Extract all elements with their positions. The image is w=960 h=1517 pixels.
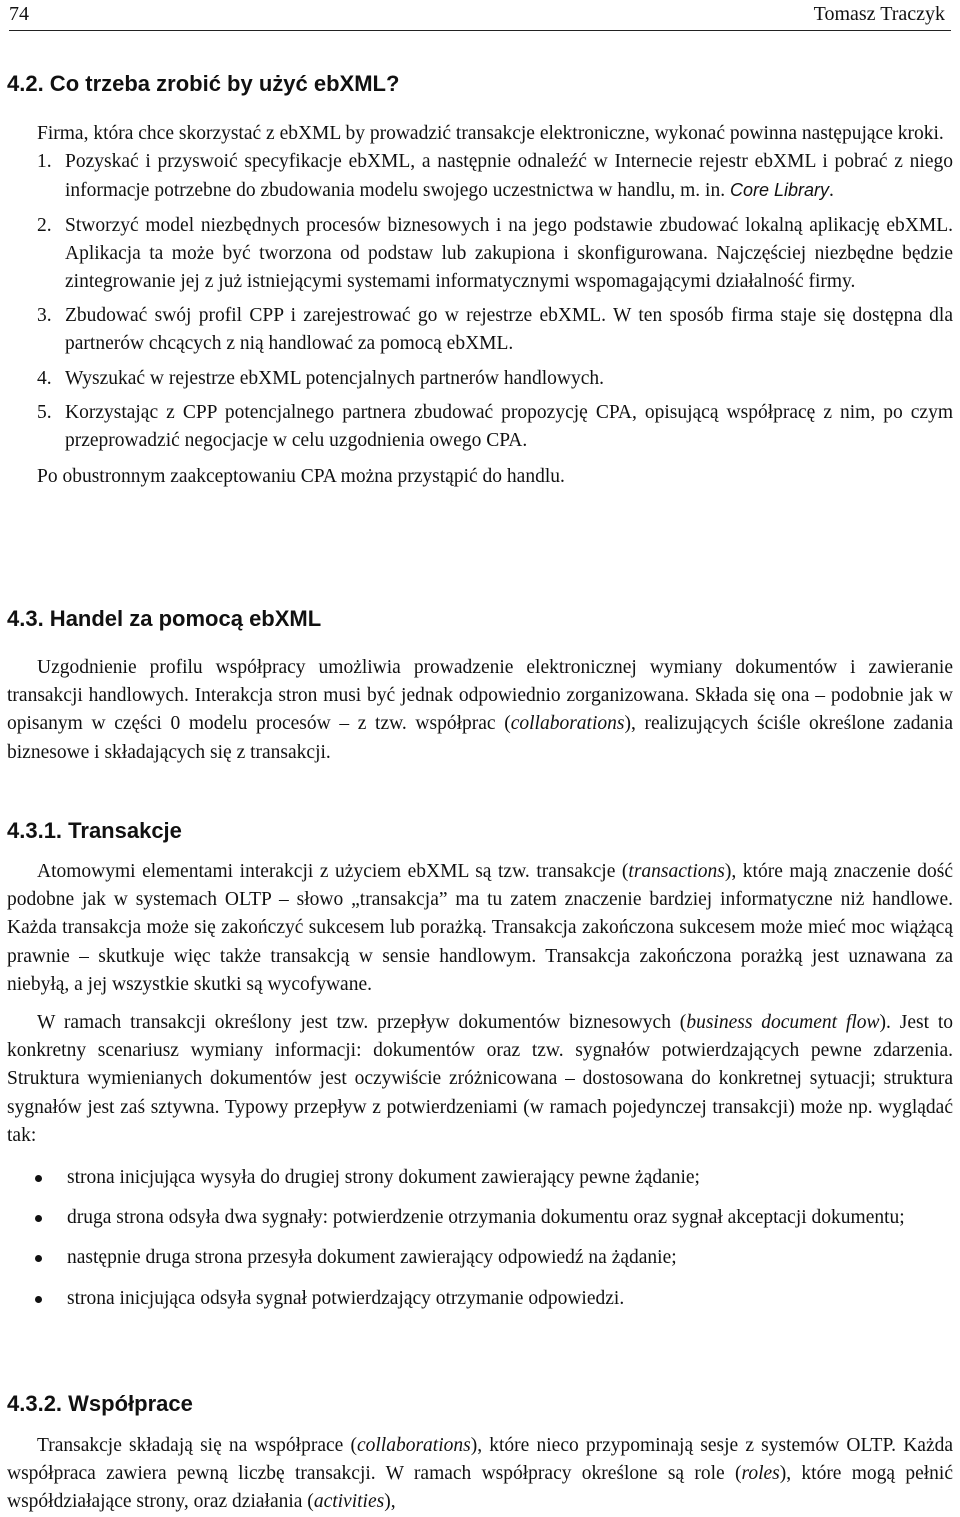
list-item bbox=[7, 302, 953, 358]
text-run: W ramach transakcji określony jest tzw. przepływ dokumentów biznesowych ( bbox=[37, 1012, 687, 1034]
text-run: ), które mogą pełnić współdziałające strony, oraz działania ( bbox=[7, 1463, 953, 1513]
text-run: ), realizujących ściśle określone zadania biznesowe i składających się z transakcji. bbox=[7, 713, 953, 763]
running-author: Tomasz Traczyk bbox=[813, 3, 945, 25]
intro-paragraph: Firma, która chce skorzystać z ebXML by prowadzić transakcje elektroniczne, wykonać powinna następujące kroki. bbox=[37, 123, 944, 144]
list-item bbox=[7, 1204, 953, 1232]
step-text: Wyszukać w rejestrze ebXML potencjalnych partnerów handlowych. bbox=[65, 367, 605, 389]
list-item bbox=[7, 212, 953, 297]
list-item bbox=[7, 1244, 953, 1272]
list-item bbox=[7, 1164, 953, 1192]
bullet-text: strona inicjująca wysyła do drugiej strony dokument zawierający pewne żądanie; bbox=[67, 1167, 700, 1189]
step-tail: . bbox=[829, 180, 834, 202]
bullet-icon bbox=[35, 1255, 42, 1262]
paragraph bbox=[7, 858, 953, 999]
text-run: ). Jest to konkretny scenariusz wymiany informacji: dokumentów oraz tzw. sygnałów potwierdzających pewne zdarzenia. Struktura wymienianych dokumentów jest oczywiście zróżnicowana – dostosowana do konkretnej sytuacji; struktura sygnałów jest zaś sztywna. Typowy przepływ z potwierdzeniami (w ramach pojedynczej transakcji) może np. wyglądać tak: bbox=[7, 1012, 954, 1146]
text-run: ), które mają znaczenie dość podobne jak w systemach OLTP – słowo „transakcja” ma tu zatem znaczenie bardziej informatyczne niż handlowe. Każda transakcja może się zakończyć sukcesem lub porażką. Transakcja zakończona sukcesem może mieć moc wiążącą prawnie – skutkuje więc także transakcją w sensie handlowym. Transakcja zakończona porażką jest uznawana za niebyłą, a jej wszystkie skutki są wycofywane. bbox=[7, 861, 953, 995]
page-number: 74 bbox=[9, 3, 29, 25]
text-run: Atomowymi elementami interakcji z użyciem ebXML są tzw. transakcje ( bbox=[37, 861, 629, 882]
bullet-text: druga strona odsyła dwa sygnały: potwierdzenie otrzymania dokumentu oraz sygnał akceptacji dokumentu; bbox=[67, 1207, 905, 1229]
text-run: ), bbox=[384, 1491, 396, 1513]
bullet-text: następnie druga strona przesyła dokument zawierający odpowiedź na żądanie; bbox=[67, 1247, 677, 1269]
heading-4-3: 4.3. Handel za pomocą ebXML bbox=[7, 606, 322, 631]
bullet-icon bbox=[35, 1175, 42, 1182]
bullet-icon bbox=[35, 1215, 42, 1222]
running-header bbox=[9, 0, 951, 31]
italic-term: activities bbox=[313, 1491, 385, 1513]
step-text: Pozyskać i przyswoić specyfikacje ebXML, a następnie odnaleźć w Internecie rejestr ebXML i pobrać z niego informacje potrzebne do zbudowania modelu swojego uczestnictwa w handlu, m. in. bbox=[65, 151, 953, 202]
step-number: 1. bbox=[37, 151, 52, 173]
step-text: Korzystając z CPP potencjalnego partnera zbudować propozycję CPA, opisującą współpracę z nim, po czym przeprowadzić negocjacje w celu uzgodnienia owego CPA. bbox=[65, 401, 953, 452]
italic-term: transactions bbox=[628, 861, 725, 882]
text-run: Transakcje składają się na współprace ( bbox=[37, 1435, 357, 1456]
steps-list bbox=[7, 148, 953, 455]
closing-paragraph: Po obustronnym zaakceptowaniu CPA można przystąpić do handlu. bbox=[37, 466, 565, 488]
list-item bbox=[7, 399, 953, 455]
step-italic-term: Core Library bbox=[729, 180, 830, 201]
italic-term: collaborations bbox=[510, 713, 625, 735]
heading-4-3-1: 4.3.1. Transakcje bbox=[7, 818, 182, 843]
bullet-icon bbox=[35, 1296, 42, 1303]
flow-bullet-list bbox=[7, 1164, 953, 1313]
heading-4-3-2: 4.3.2. Współprace bbox=[7, 1391, 193, 1416]
section-4-3-body bbox=[7, 654, 953, 767]
step-text: Zbudować swój profil CPP i zarejestrować go w rejestrze ebXML. W ten sposób firma staje się dostępna dla partnerów chcących z nią handlować za pomocą ebXML. bbox=[65, 305, 953, 355]
list-item bbox=[7, 365, 953, 393]
step-number: 2. bbox=[37, 214, 52, 236]
italic-term: collaborations bbox=[356, 1435, 471, 1456]
text-run: ), które nieco przypominają sesje z systemów OLTP. Każda współpraca zawiera pewną liczbę transakcji. W ramach współpracy określone są role ( bbox=[7, 1435, 953, 1485]
text-run: Uzgodnienie profilu współpracy umożliwia prowadzenie elektronicznej wymiany dokumentów i zawieranie transakcji handlowych. Interakcja stron musi być jednak odpowiednio zorganizowana. Składa się ona – podobnie jak w opisanym w części 0 modelu procesów – z tzw. współprac ( bbox=[7, 657, 953, 735]
section-4-3-2-body bbox=[7, 1432, 953, 1517]
list-item bbox=[7, 148, 953, 205]
paragraph bbox=[7, 1009, 953, 1150]
section-4-2-body bbox=[7, 120, 953, 491]
bullet-text: strona inicjująca odsyła sygnał potwierdzający otrzymanie odpowiedzi. bbox=[67, 1287, 625, 1309]
step-text: Stworzyć model niezbędnych procesów biznesowych i na jego podstawie zbudować lokalną aplikację ebXML. Aplikacja ta może być tworzona od podstaw lub zakupiona i skonfigurowana. Najczęściej niezbędne będzie zintegrowanie jej z już istniejącymi systemami informatycznymi wspomagającymi działalność firmy. bbox=[65, 214, 953, 293]
paragraph bbox=[7, 1432, 953, 1517]
italic-term: roles bbox=[741, 1463, 780, 1485]
list-item bbox=[7, 1285, 953, 1313]
step-number: 4. bbox=[37, 367, 52, 389]
heading-4-2: 4.2. Co trzeba zrobić by użyć ebXML? bbox=[7, 71, 400, 96]
step-number: 3. bbox=[37, 305, 52, 327]
step-number: 5. bbox=[37, 401, 52, 423]
section-4-3-1-body bbox=[7, 858, 953, 1325]
paragraph bbox=[7, 654, 953, 767]
italic-term: business document flow bbox=[686, 1012, 880, 1034]
